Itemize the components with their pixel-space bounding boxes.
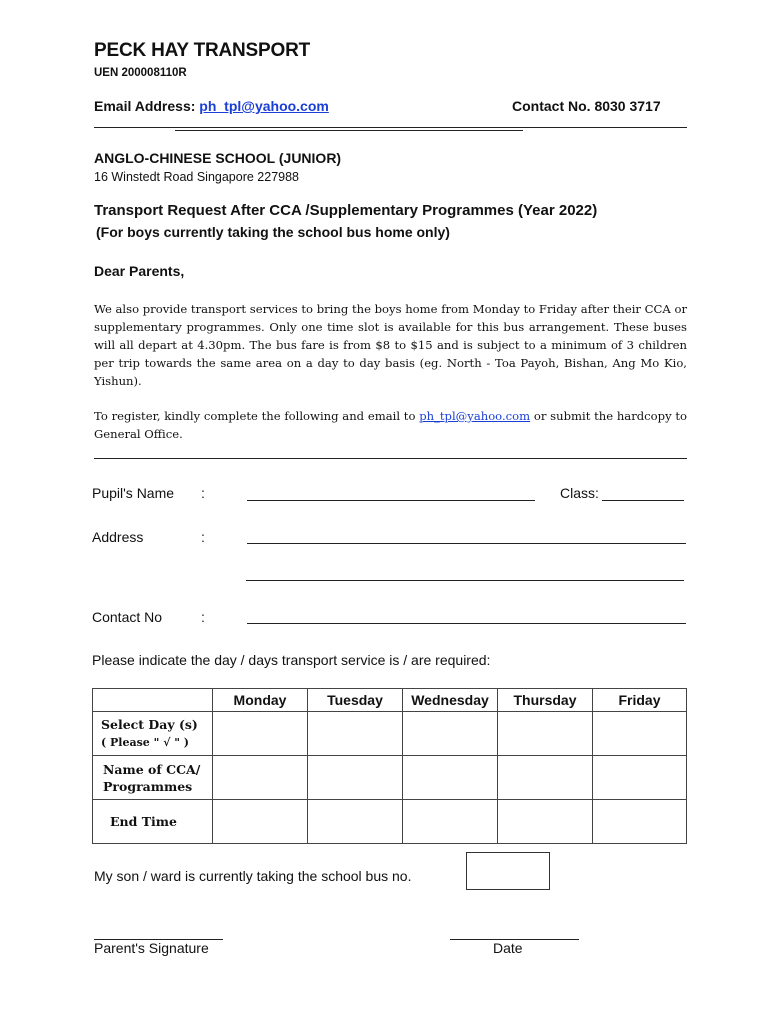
- bus-number-box[interactable]: [466, 852, 550, 890]
- intro-paragraph: We also provide transport services to bring the boys home from Monday to Friday after their CCA or supplementary programmes. Only one time slot is available for this bus arrangement. These buses will all depart at 4.30pm. The bus fare is from $8 to $15 and is subject to a minimum of 3 children per trip towards the same area on a day to day basis (eg. North - Toa Payoh, Bishan, Ang Mo Kio, Yishun).: [94, 302, 687, 388]
- pupil-name-field[interactable]: [247, 500, 535, 501]
- contact-no-label: Contact No: [92, 609, 163, 625]
- email-line: [94, 98, 329, 114]
- register-paragraph: [94, 407, 687, 443]
- table-row: [93, 800, 687, 844]
- end-time-friday-cell[interactable]: [593, 800, 687, 844]
- day-header-monday: Monday: [213, 689, 308, 712]
- form-title: Transport Request After CCA /Supplementary Programmes (Year 2022): [94, 202, 598, 219]
- register-email-link[interactable]: ph_tpl@yahoo.com: [419, 409, 531, 423]
- class-field[interactable]: [602, 500, 684, 501]
- end-time-monday-cell[interactable]: [213, 800, 308, 844]
- end-time-wednesday-cell[interactable]: [403, 800, 498, 844]
- section-divider: [94, 458, 687, 459]
- uen-number: UEN 200008110R: [94, 67, 187, 79]
- address-label: Address: [92, 529, 144, 545]
- select-day-text: Select Day (s): [101, 717, 198, 732]
- select-day-friday-cell[interactable]: [593, 712, 687, 756]
- email-label: Email Address:: [94, 98, 196, 114]
- cca-tuesday-cell[interactable]: [308, 756, 403, 800]
- end-time-tuesday-cell[interactable]: [308, 800, 403, 844]
- greeting: Dear Parents,: [94, 263, 185, 279]
- table-header-row: [93, 689, 687, 712]
- day-selection-table: [92, 688, 687, 844]
- parent-signature-label: Parent's Signature: [94, 940, 209, 956]
- cca-friday-cell[interactable]: [593, 756, 687, 800]
- end-time-row-label: End Time: [93, 800, 213, 844]
- company-name: PECK HAY TRANSPORT: [94, 40, 310, 61]
- address-field-line2[interactable]: [246, 580, 684, 581]
- days-prompt: Please indicate the day / days transport service is / are required:: [92, 652, 491, 668]
- cca-thursday-cell[interactable]: [498, 756, 593, 800]
- day-header-thursday: Thursday: [498, 689, 593, 712]
- select-day-row-label: [93, 712, 213, 756]
- pupil-name-label: Pupil's Name: [92, 485, 175, 501]
- select-day-wednesday-cell[interactable]: [403, 712, 498, 756]
- school-name: ANGLO-CHINESE SCHOOL (JUNIOR): [94, 150, 342, 166]
- select-day-tuesday-cell[interactable]: [308, 712, 403, 756]
- table-row: [93, 712, 687, 756]
- header-divider-inner: [175, 130, 523, 131]
- register-text-post: or submit the hardcopy to General Office.: [94, 409, 688, 441]
- bus-number-prompt: My son / ward is currently taking the school bus no.: [94, 868, 412, 884]
- contact-no-colon: :: [201, 609, 205, 625]
- day-header-tuesday: Tuesday: [308, 689, 403, 712]
- cca-label-line2: Programmes: [103, 778, 193, 794]
- cca-monday-cell[interactable]: [213, 756, 308, 800]
- cca-wednesday-cell[interactable]: [403, 756, 498, 800]
- pupil-name-colon: :: [201, 485, 205, 501]
- select-day-hint: ( Please " √ " ): [101, 736, 190, 749]
- contact-number: Contact No. 8030 3717: [512, 98, 661, 114]
- day-header-friday: Friday: [593, 689, 687, 712]
- table-corner-cell: [93, 689, 213, 712]
- class-label: Class:: [560, 485, 599, 501]
- email-link[interactable]: ph_tpl@yahoo.com: [199, 98, 329, 114]
- form-subtitle: (For boys currently taking the school bus home only): [96, 224, 450, 240]
- header-divider: [94, 127, 687, 128]
- cca-row-label: [93, 756, 213, 800]
- select-day-thursday-cell[interactable]: [498, 712, 593, 756]
- select-day-monday-cell[interactable]: [213, 712, 308, 756]
- date-label: Date: [493, 940, 523, 956]
- address-field-line1[interactable]: [247, 543, 686, 544]
- address-colon: :: [201, 529, 205, 545]
- school-address: 16 Winstedt Road Singapore 227988: [94, 170, 300, 184]
- day-header-wednesday: Wednesday: [403, 689, 498, 712]
- contact-no-field[interactable]: [247, 623, 686, 624]
- register-text-pre: To register, kindly complete the following and email to: [94, 409, 416, 423]
- cca-label-line1: Name of CCA/: [103, 761, 201, 777]
- table-row: [93, 756, 687, 800]
- end-time-thursday-cell[interactable]: [498, 800, 593, 844]
